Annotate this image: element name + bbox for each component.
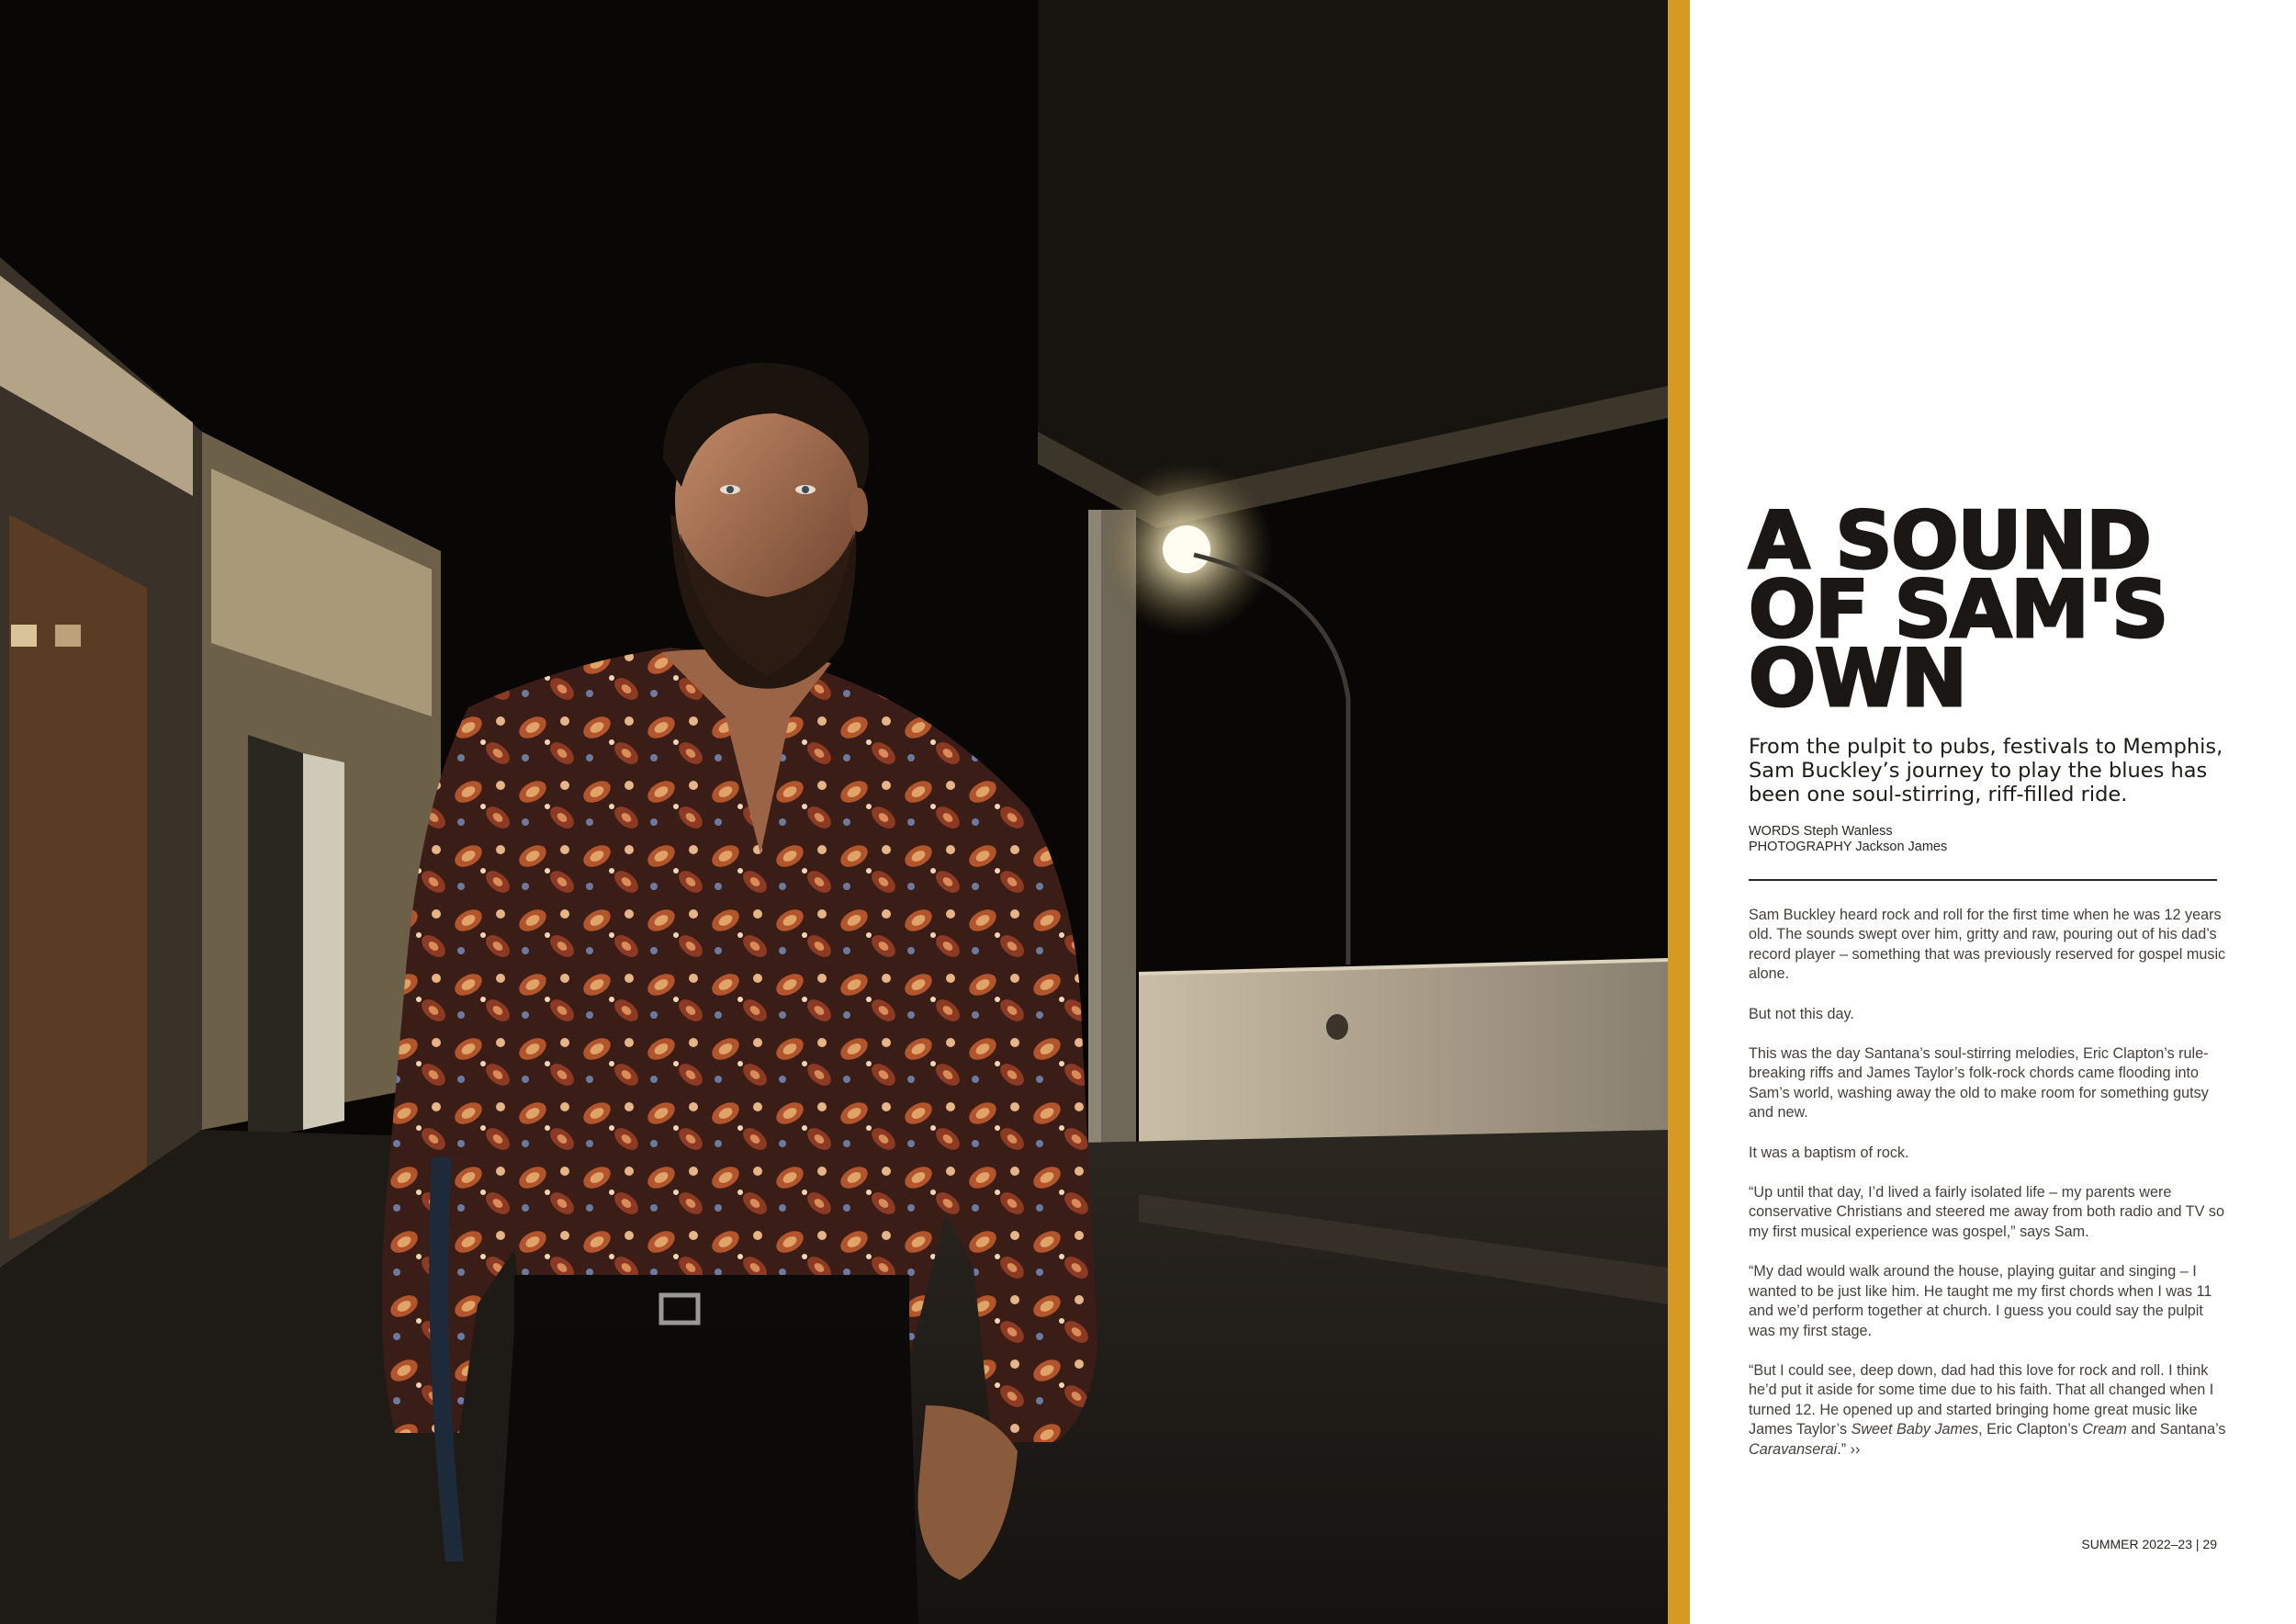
album-title-sweet-baby-james: Sweet Baby James bbox=[1851, 1421, 1979, 1438]
words-credit bbox=[1749, 824, 2226, 840]
body-paragraph-4: It was a baptism of rock. bbox=[1749, 1144, 1909, 1161]
headline-line-2: OF SAM'S bbox=[1749, 564, 2168, 656]
paragraph-7-text-d: .” ›› bbox=[1837, 1440, 1861, 1458]
body-paragraph-6: “My dad would walk around the house, playing guitar and singing – I wanted to be just like him. He taught me my first chords when I was 11 and we’d perform together at church. I guess you could say the pulpit was my first stage. bbox=[1749, 1263, 2212, 1339]
words-name: Steph Wanless bbox=[1803, 824, 1893, 839]
paragraph-7-text-c: and Santana’s bbox=[2126, 1421, 2226, 1438]
body-paragraph-5: “Up until that day, I’d lived a fairly isolated life – my parents were conservative Christians and steered me away from both radio and TV so my first musical experience was gospel,” says Sam. bbox=[1749, 1184, 2224, 1240]
body-paragraph-1: Sam Buckley heard rock and roll for the first time when he was 12 years old. The sounds swept over him, gritty and raw, pouring out of his dad’s record player – something that was previously reserved for gospel music alone. bbox=[1749, 907, 2226, 983]
photography-label: PHOTOGRAPHY bbox=[1749, 840, 1852, 854]
body-paragraph-2: But not this day. bbox=[1749, 1005, 1854, 1022]
body-paragraph-7 bbox=[1749, 1361, 2226, 1460]
photography-credit bbox=[1749, 840, 2226, 855]
album-title-cream: Cream bbox=[2082, 1421, 2127, 1438]
album-title-caravanserai: Caravanserai bbox=[1749, 1440, 1838, 1458]
page-folio: SUMMER 2022–23 | 29 bbox=[2081, 1537, 2217, 1551]
photography-name: Jackson James bbox=[1855, 840, 1948, 854]
headline-line-3: OWN bbox=[1749, 633, 1966, 725]
body-paragraph-3: This was the day Santana’s soul-stirring melodies, Eric Clapton’s rule-breaking riffs and James Taylor’s folk-rock chords came flooding into Sam’s world, washing away the old to make room for something gutsy and new. bbox=[1749, 1045, 2209, 1122]
article-body bbox=[1749, 906, 2226, 1480]
words-label: WORDS bbox=[1749, 824, 1800, 839]
section-divider bbox=[1749, 879, 2217, 881]
accent-bar bbox=[1668, 0, 1690, 1624]
article-standfirst: From the pulpit to pubs, festivals to Memphis, Sam Buckley’s journey to play the blues has been one soul-stirring, riff-filled ride. bbox=[1749, 735, 2223, 806]
paragraph-7-text-a: “But I could see, deep down, dad had this love for rock and roll. I think he’d put it aside for some time due to his faith. That all changed when I turned 12. He opened up and started bringing home great music like James Taylor’s bbox=[1749, 1361, 2214, 1438]
paragraph-7-text-b: , Eric Clapton’s bbox=[1978, 1421, 2083, 1438]
article-headline bbox=[1749, 495, 2263, 725]
headline-line-1: A SOUND bbox=[1749, 495, 2151, 587]
article-credits bbox=[1749, 824, 2226, 855]
